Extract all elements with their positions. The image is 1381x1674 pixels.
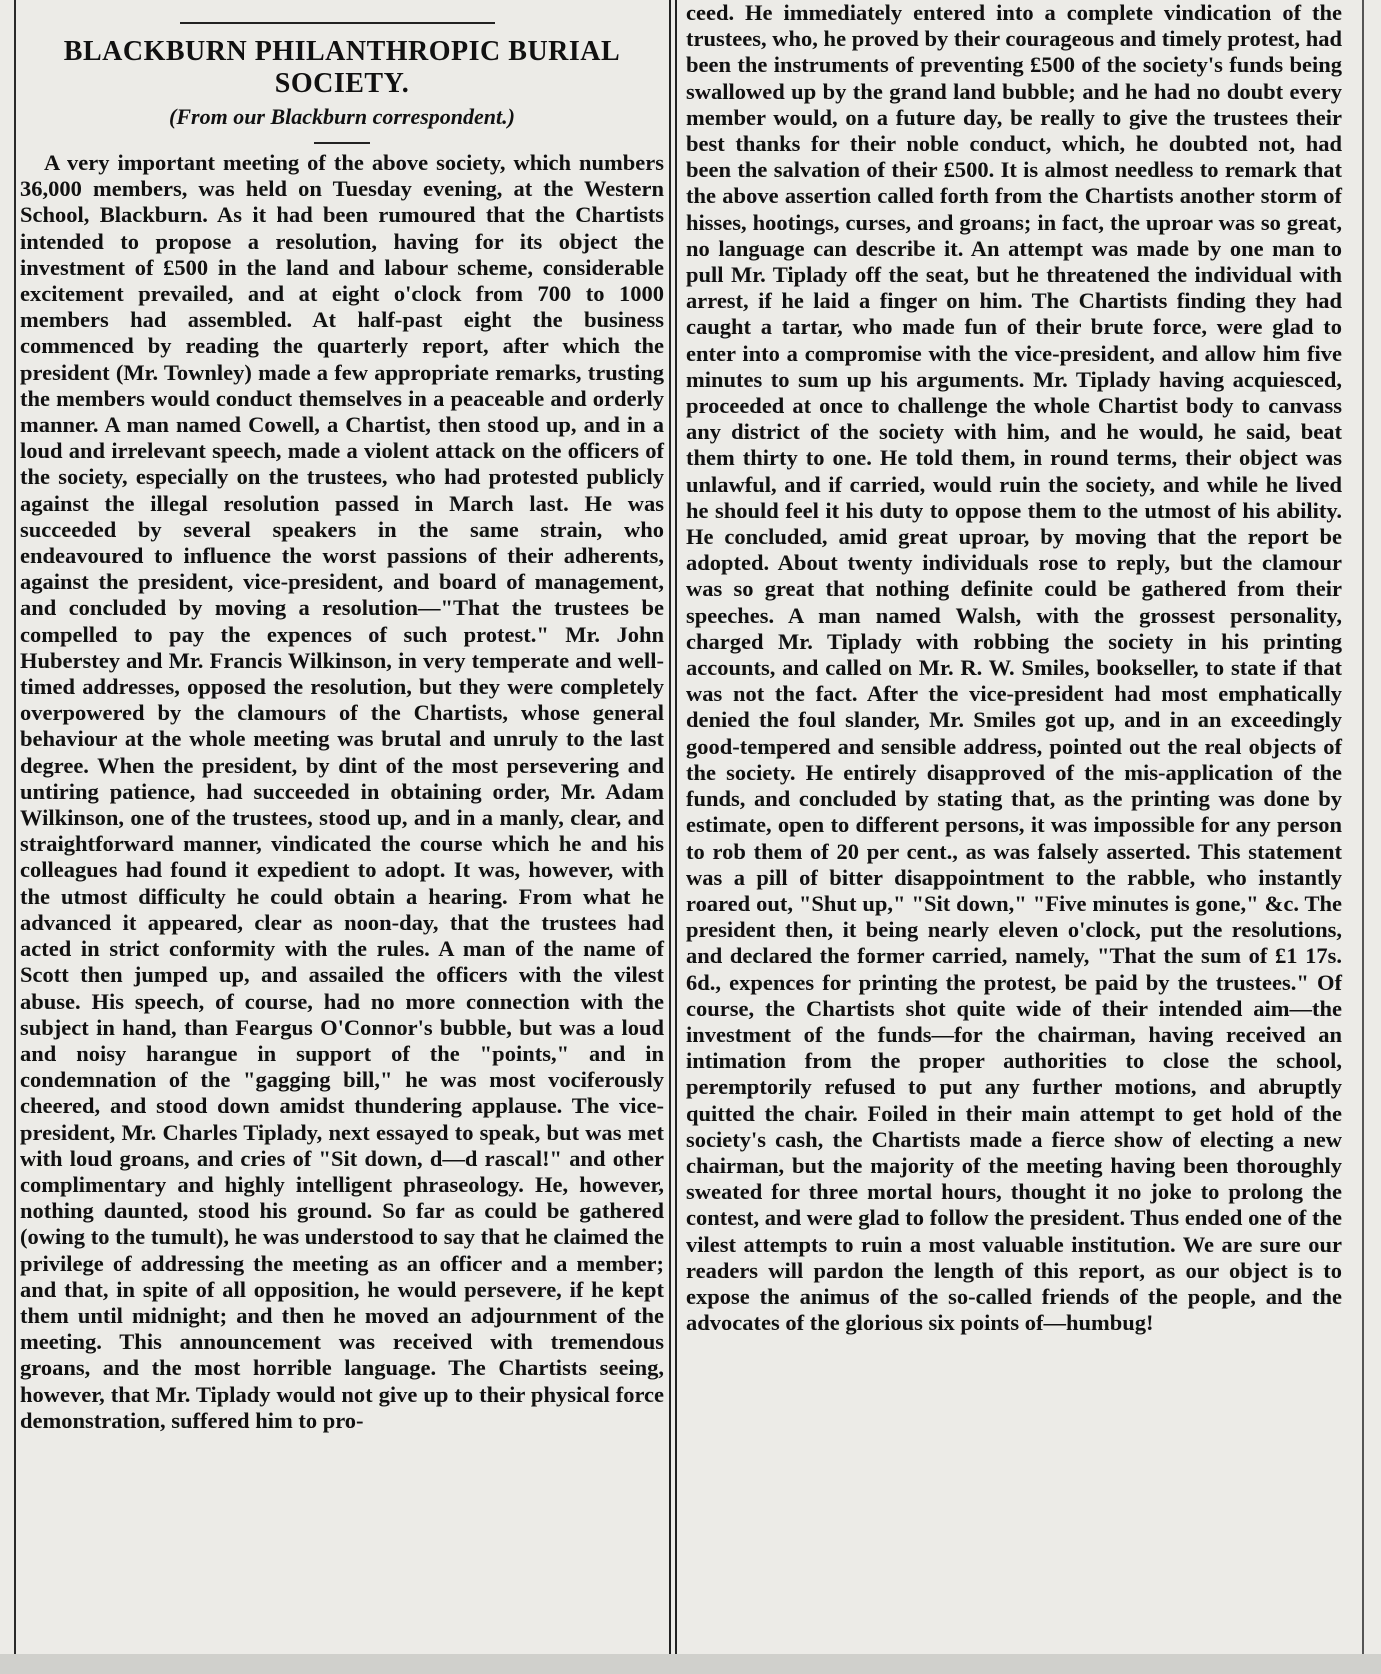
- article-column-left: [20, 36, 664, 1434]
- article-body-part-1: A very important meeting of the above society, which numbers 36,000 members, was held on Tuesday evening, at the Western School, Blackburn. As it had been rumoured that the Chartists intended to propose a resolution, having for its object the investment of £500 in the land and labour scheme, considerable excitement prevailed, and at eight o'clock from 700 to 1000 members had assembled. At half-past eight the business commenced by reading the quarterly report, after which the president (Mr. Townley) made a few appropriate remarks, trusting the members would conduct themselves in a peaceable and orderly manner. A man named Cowell, a Chartist, then stood up, and in a loud and irrelevant speech, made a violent attack on the officers of the society, especially on the trustees, who had protested publicly against the illegal resolution passed in March last. He was succeeded by several speakers in the same strain, who endeavoured to influence the worst passions of their adherents, against the president, vice-president, and board of management, and concluded by moving a resolution—"That the trustees be compelled to pay the expences of such protest." Mr. John Huberstey and Mr. Francis Wilkinson, in very temperate and well-timed addresses, opposed the resolution, but they were completely overpowered by the clamours of the Chartists, whose general behaviour at the whole meeting was brutal and unruly to the last degree. When the president, by dint of the most persevering and untiring patience, had succeeded in obtaining order, Mr. Adam Wilkinson, one of the trustees, stood up, and in a manly, clear, and straightforward manner, vindicated the course which he and his colleagues had found it expedient to adopt. It was, however, with the utmost difficulty he could obtain a hearing. From what he advanced it appeared, clear as noon-day, that the trustees had acted in strict conformity with the rules. A man of the name of Scott then jumped up, and assailed the officers with the vilest abuse. His speech, of course, had no more connection with the subject in hand, than Feargus O'Connor's bubble, but was a loud and noisy harangue in support of the "points," and in condemnation of the "gagging bill," he was most vociferously cheered, and stood down amidst thundering applause. The vice-president, Mr. Charles Tiplady, next essayed to speak, but was met with loud groans, and cries of "Sit down, d—d rascal!" and other complimentary and highly intelligent phraseology. He, however, nothing daunted, stood his ground. So far as could be gathered (owing to the tumult), he was understood to say that he claimed the privilege of addressing the meeting as an officer and a member; and that, in spite of all opposition, he would persevere, if he kept them until midnight; and then he moved an adjournment of the meeting. This announcement was received with tremendous groans, and the most horrible language. The Chartists seeing, however, that Mr. Tiplady would not give up to their physical force demonstration, suffered him to pro-: [20, 150, 664, 1433]
- article-headline: BLACKBURN PHILANTHROPIC BURIAL SOCIETY.: [63, 36, 621, 99]
- page-border-right: [1362, 0, 1364, 1674]
- page-border-left: [14, 0, 16, 1674]
- article-column-right: [686, 0, 1342, 1336]
- top-rule: [180, 22, 495, 24]
- article-body-part-2: ceed. He immediately entered into a complete vindication of the trustees, who, he proved by their courageous and timely protest, had been the instruments of preventing £500 of the society's funds being swallowed up by the grand land bubble; and he had no doubt every member would, on a future day, be really to give the trustees their best thanks for their noble conduct, which, he doubted not, had been the salvation of their £500. It is almost needless to remark that the above assertion called forth from the Chartists another storm of hisses, hootings, curses, and groans; in fact, the uproar was so great, no language can describe it. An attempt was made by one man to pull Mr. Tiplady off the seat, but he threatened the individual with arrest, if he laid a finger on him. The Chartists finding they had caught a tartar, who made fun of their brute force, were glad to enter into a compromise with the vice-president, and allow him five minutes to sum up his arguments. Mr. Tiplady having acquiesced, proceeded at once to challenge the whole Chartist body to canvass any district of the society with him, and he would, he said, beat them thirty to one. He told them, in round terms, their object was unlawful, and if carried, would ruin the society, and while he lived he should feel it his duty to oppose them to the utmost of his ability. He concluded, amid great uproar, by moving that the report be adopted. About twenty individuals rose to reply, but the clamour was so great that nothing definite could be gathered from their speeches. A man named Walsh, with the grossest personality, charged Mr. Tiplady with robbing the society in his printing accounts, and called on Mr. R. W. Smiles, bookseller, to state if that was not the fact. After the vice-president had most emphatically denied the foul slander, Mr. Smiles got up, and in an exceedingly good-tempered and sensible address, pointed out the real objects of the society. He entirely disapproved of the mis-application of the funds, and concluded by stating that, as the printing was done by estimate, open to different persons, it was impossible for any person to rob them of 20 per cent., as was falsely asserted. This statement was a pill of bitter disappointment to the rabble, who instantly roared out, "Shut up," "Sit down," "Five minutes is gone," &c. The president then, it being nearly eleven o'clock, put the resolutions, and declared the former carried, namely, "That the sum of £1 17s. 6d., expences for printing the protest, be paid by the trustees." Of course, the Chartists shot quite wide of their intended aim—the investment of the funds—for the chairman, having received an intimation from the proper authorities to close the school, peremptorily refused to put any further motions, and abruptly quitted the chair. Foiled in their main attempt to get hold of the society's cash, the Chartists made a fierce show of electing a new chairman, but the majority of the meeting having been thoroughly sweated for three mortal hours, thought it no joke to prolong the contest, and were glad to follow the president. Thus ended one of the vilest attempts to ruin a most valuable institution. We are sure our readers will pardon the length of this report, as our object is to expose the animus of the so-called friends of the people, and the advocates of the glorious six points of—humbug!: [686, 0, 1342, 1336]
- page-bottom-margin: [0, 1654, 1381, 1674]
- column-divider: [675, 0, 677, 1674]
- column-divider: [669, 0, 671, 1674]
- article-byline: (From our Blackburn correspondent.): [169, 104, 515, 129]
- byline-rule: [314, 142, 370, 144]
